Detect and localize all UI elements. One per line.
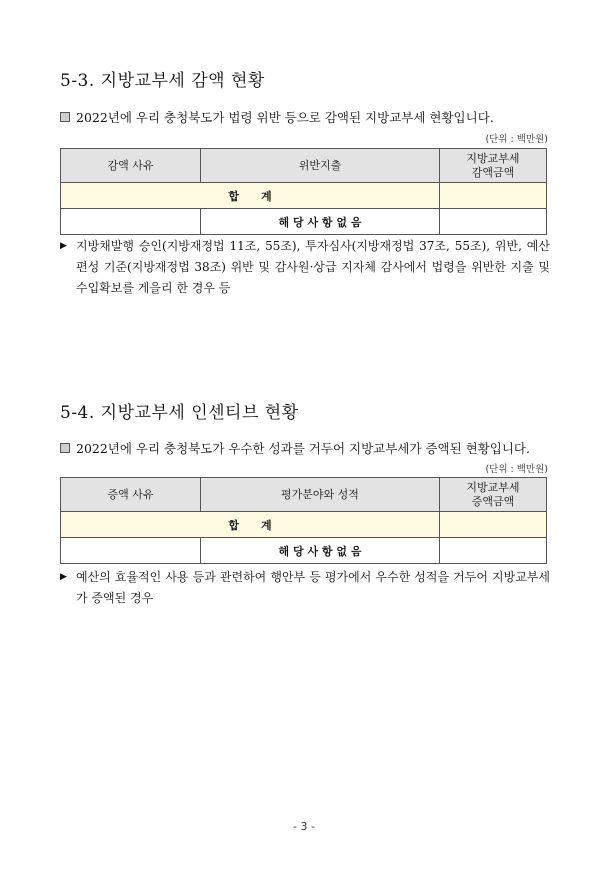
total-label: 합 계 [61,512,440,538]
note-text: 예산의 효율적인 사용 등과 관련하여 행안부 등 평가에서 우수한 성적을 거두어 지방교부세가 증액된 경우 [76,570,550,605]
header-reason: 증액 사유 [61,478,201,512]
total-amount [440,183,547,209]
no-data-text: 해 당 사 항 없 음 [201,538,440,564]
table-row [61,209,547,235]
unit-label: (단위 : 백만원) [485,464,548,475]
square-bullet-icon [60,443,70,453]
note-text: 지방채발행 승인(지방재정법 11조, 55조), 투자심사(지방재정법 37조, 55조), 위반, 예산편성 기준(지방재정법 38조) 위반 및 감사원·상급 지자체 감사에서 법령을 위반한 지출 및 수입확보를 게을리 한 경우 등 [76,239,550,295]
section-title-incentive: 5-4. 지방교부세 인센티브 현황 [60,403,299,423]
triangle-bullet-icon: ▶ [60,241,67,251]
table-header-row [61,478,547,512]
reduction-table [60,148,547,235]
no-data-text: 해 당 사 항 없 음 [201,209,440,235]
total-label: 합 계 [61,183,440,209]
header-amount: 지방교부세 감액금액 [440,149,547,183]
header-evaluation: 평가분야와 성적 [201,478,440,512]
table-total-row [61,512,547,538]
intro-text: 2022년에 우리 충청북도가 우수한 성과를 거두어 지방교부세가 증액된 현황입니다. [76,441,530,456]
header-violation: 위반지출 [201,149,440,183]
table-cell [61,538,201,564]
section-title-reduction: 5-3. 지방교부세 감액 현황 [60,71,265,91]
table-header-row [61,149,547,183]
note-reduction [60,236,550,299]
page-number: - 3 - [293,820,315,833]
triangle-bullet-icon: ▶ [60,572,67,582]
incentive-table [60,477,547,564]
table-total-row [61,183,547,209]
header-reason: 감액 사유 [61,149,201,183]
table-cell [440,209,547,235]
unit-label: (단위 : 백만원) [485,134,548,145]
intro-text: 2022년에 우리 충청북도가 법령 위반 등으로 감액된 지방교부세 현황입니다. [76,110,494,125]
square-bullet-icon [60,112,70,122]
table-cell [61,209,201,235]
section-intro-reduction [60,108,494,126]
section-intro-incentive [60,439,530,457]
header-amount: 지방교부세 증액금액 [440,478,547,512]
total-amount [440,512,547,538]
table-cell [440,538,547,564]
table-row [61,538,547,564]
note-incentive [60,567,550,609]
